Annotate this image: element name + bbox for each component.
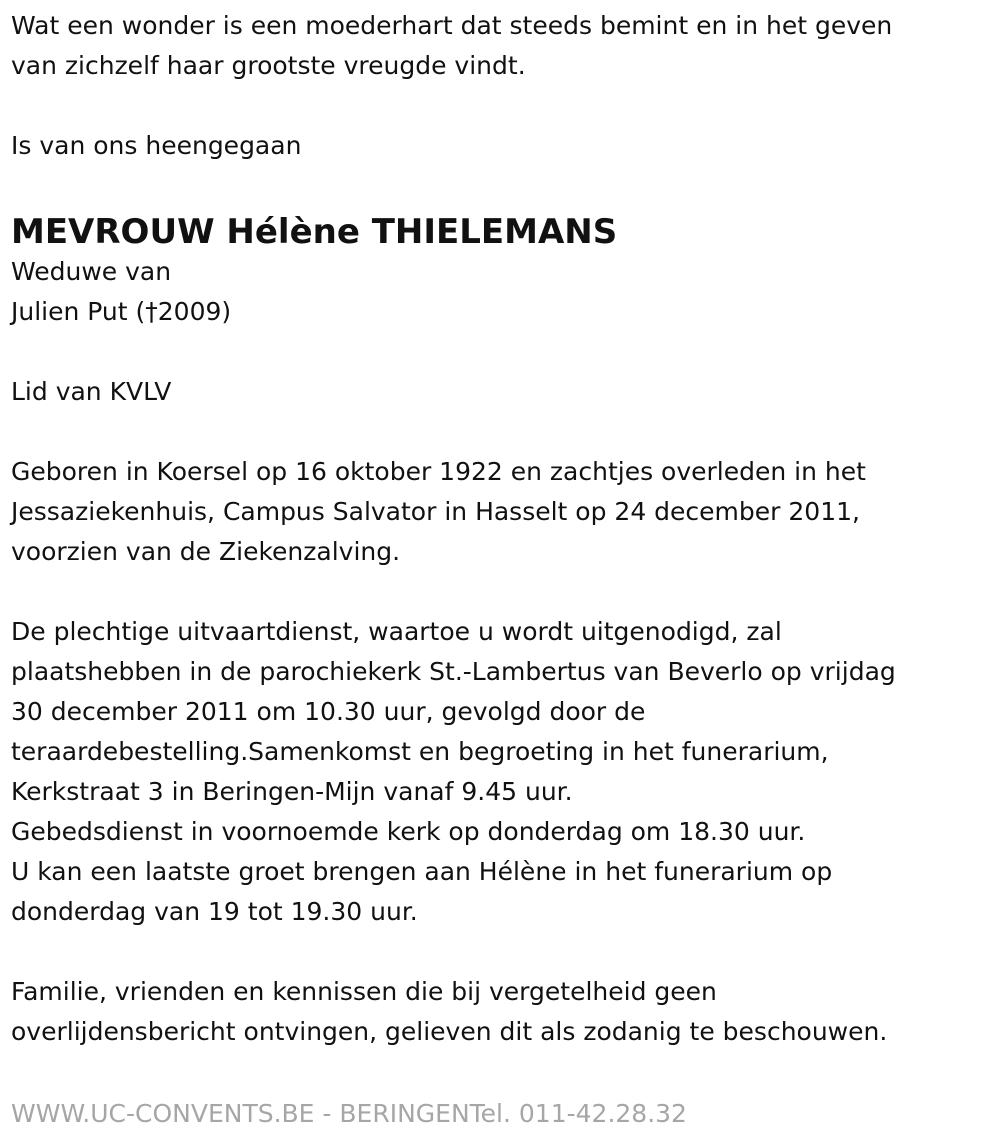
footer-contact: WWW.UC-CONVENTS.BE - BERINGENTel. 011-42.28.32 [11,1099,687,1128]
birth-death-block [11,452,986,572]
notice-line: Familie, vrienden en kennissen die bij vergetelheid geen [11,977,717,1006]
obituary-notice [11,6,986,1092]
quote-line: Wat een wonder is een moederhart dat steeds bemint en in het geven [11,11,893,40]
spouse-line: Julien Put (†2009) [11,297,232,326]
birth-death-line: Jessaziekenhuis, Campus Salvator in Hasselt op 24 december 2011, [11,497,860,526]
membership-block [11,372,986,412]
funeral-line: plaatshebben in de parochiekerk St.-Lambertus van Beverlo op vrijdag [11,657,896,686]
intro-text: Is van ons heengegaan [11,131,302,160]
spouse-line: Weduwe van [11,257,172,286]
quote-line: van zichzelf haar grootste vreugde vindt. [11,51,526,80]
notice-block [11,972,986,1052]
funeral-line: teraardebestelling.Samenkomst en begroeting in het funerarium, [11,737,829,766]
funeral-line: De plechtige uitvaartdienst, waartoe u wordt uitgenodigd, zal [11,617,782,646]
funeral-line: 30 december 2011 om 10.30 uur, gevolgd door de [11,697,646,726]
deceased-name: MEVROUW Hélène THIELEMANS [11,212,618,252]
funeral-line: Gebedsdienst in voornoemde kerk op donderdag om 18.30 uur. [11,817,806,846]
funeral-line: U kan een laatste groet brengen aan Hélène in het funerarium op [11,857,833,886]
quote-block [11,6,986,86]
spacer [11,166,986,206]
funeral-block [11,612,986,932]
funeral-line: donderdag van 19 tot 19.30 uur. [11,897,418,926]
birth-death-line: Geboren in Koersel op 16 oktober 1922 en zachtjes overleden in het [11,457,866,486]
funeral-line: Kerkstraat 3 in Beringen-Mijn vanaf 9.45 uur. [11,777,573,806]
notice-line: overlijdensbericht ontvingen, gelieven dit als zodanig te beschouwen. [11,1017,888,1046]
membership-text: Lid van KVLV [11,377,172,406]
spouse-block [11,252,986,332]
birth-death-line: voorzien van de Ziekenzalving. [11,537,401,566]
